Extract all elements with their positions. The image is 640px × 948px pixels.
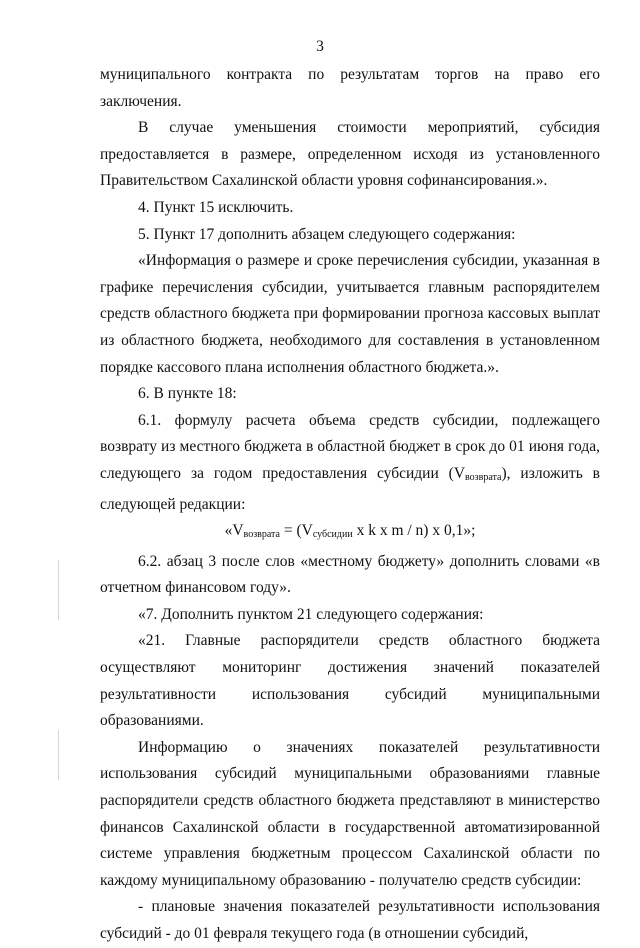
formula-part: x k x m / n) x 0,1»; <box>352 522 476 540</box>
document-body <box>100 62 600 948</box>
subscript: субсидии <box>312 529 353 541</box>
text-run: 6.1. формулу расчета объема средств субсидии, подлежащего возврату из местного бюджета в областной бюджет в срок до 01 июня года, следующего за годом предоставления субсидии (V <box>100 411 600 482</box>
formula <box>100 518 600 549</box>
paragraph: Информацию о значениях показателей результативности использования субсидий муниципальными образованиями главные распорядители средств областного бюджета представляют в министерство финансов Сахалинской области в государственной автоматизированной системе управления бюджетным процессом Сахалинской области по каждому муниципальному образованию - получателю средств субсидии: <box>100 738 600 889</box>
paragraph: муниципального контракта по результатам торгов на право его заключения. <box>100 66 600 110</box>
paragraph: В случае уменьшения стоимости мероприятий, субсидия предоставляется в размере, определенном исходя из установленного Правительством Сахалинской области уровня софинансирования.». <box>100 119 600 190</box>
formula-part: = (V <box>279 522 313 540</box>
paragraph: «7. Дополнить пунктом 21 следующего содержания: <box>138 605 484 623</box>
text-run: ), изложить в следующей редакции: <box>100 464 600 513</box>
formula-part: «V <box>224 522 244 540</box>
paragraph: 4. Пункт 15 исключить. <box>138 198 294 216</box>
paragraph: «21. Главные распорядители средств областного бюджета осуществляют мониторинг достижения значений показателей результативности использования субсидий муниципальными образованиями. <box>100 632 600 730</box>
subscript: возврата <box>465 471 502 483</box>
paragraph: - плановые значения показателей результативности использования субсидий - до 01 февраля текущего года (в отношении субсидий, <box>100 898 600 942</box>
page-number: 3 <box>316 38 324 55</box>
margin-mark <box>58 560 59 620</box>
paragraph: 5. Пункт 17 дополнить абзацем следующего содержания: <box>138 225 516 243</box>
paragraph: «Информация о размере и сроке перечисления субсидии, указанная в графике перечисления субсидии, учитывается главным распорядителем средств областного бюджета при формировании прогноза кассовых выплат из областного бюджета, необходимого для составления в установленном порядке кассового плана исполнения областного бюджета.». <box>100 252 600 376</box>
margin-mark <box>58 730 59 780</box>
paragraph: 6.2. абзац 3 после слов «местному бюджету» дополнить словами «в отчетном финансовом году». <box>100 552 600 597</box>
paragraph <box>100 408 600 518</box>
paragraph: 6. В пункте 18: <box>138 385 237 403</box>
subscript: возврата <box>243 529 280 541</box>
